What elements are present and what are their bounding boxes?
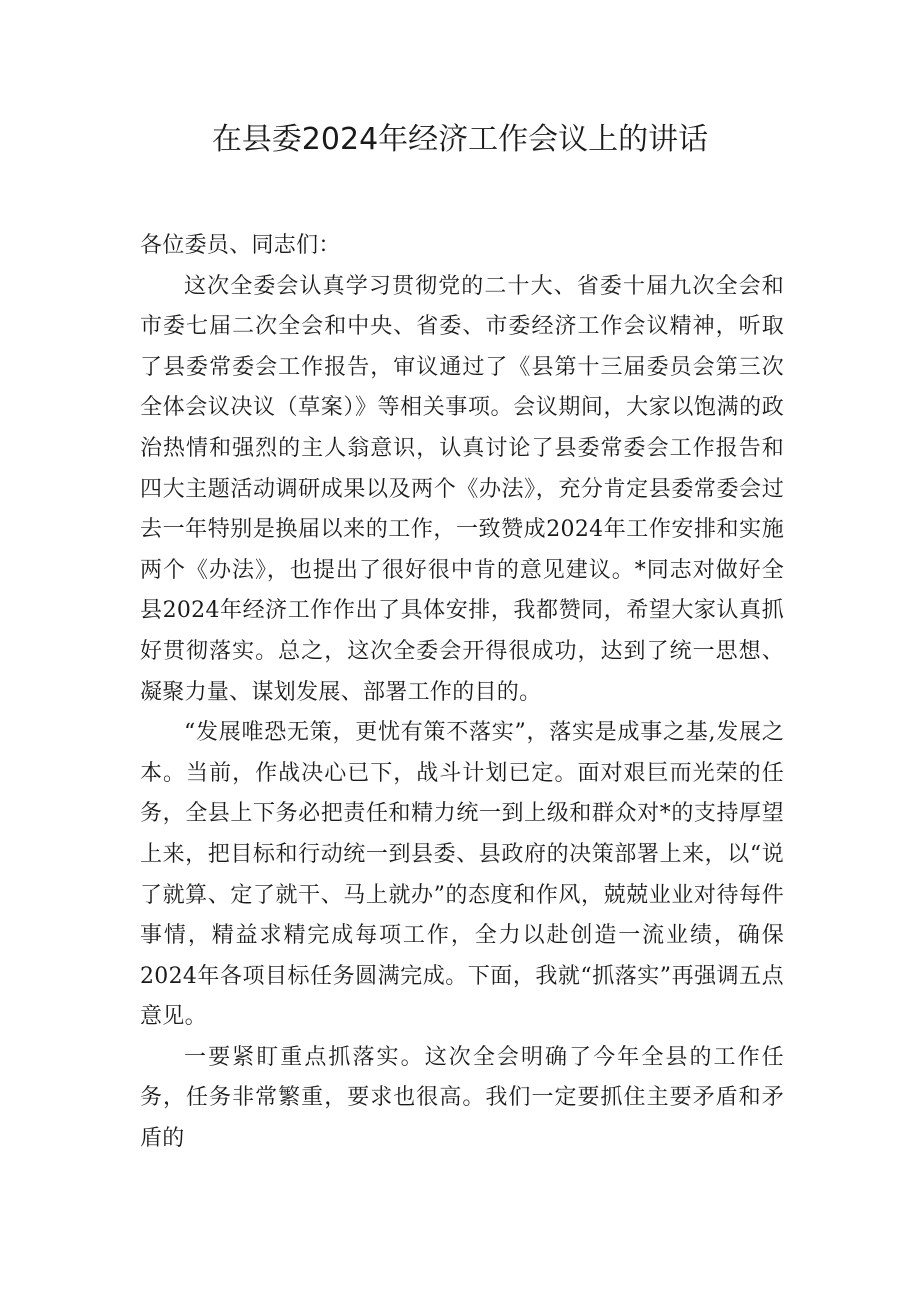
document-title: 在县委2024年经济工作会议上的讲话 <box>211 122 709 157</box>
paragraph-point-one: 一要紧盯重点抓落实。这次全会明确了今年全县的工作任务，任务非常繁重，要求也很高。我们一定要抓住主要矛盾和矛盾的 <box>140 1044 784 1152</box>
paragraph-opening: 这次全委会认真学习贯彻党的二十大、省委十届九次全会和市委七届二次全会和中央、省委、市委经济工作会议精神，听取了县委常委会工作报告，审议通过了《县第十三届委员会第三次全体会议决议（草案）》等相关事项。会议期间，大家以饱满的政治热情和强烈的主人翁意识，认真讨论了县委常委会工作报告和四大主题活动调研成果以及两个《办法》，充分肯定县委常委会过去一年特别是换届以来的工作，一致赞成2024年工作安排和实施两个《办法》，也提出了很好很中肯的意见建议。*同志对做好全县2024年经济工作作出了具体安排，我都赞同，希望大家认真抓好贯彻落实。总之，这次全委会开得很成功，达到了统一思想、凝聚力量、谋划发展、部署工作的目的。 <box>140 273 784 705</box>
paragraph-implementation: “发展唯恐无策，更忧有策不落实”，落实是成事之基,发展之本。当前，作战决心已下，战斗计划已定。面对艰巨而光荣的任务，全县上下务必把责任和精力统一到上级和群众对*的支持厚望上来，把目标和行动统一到县委、县政府的决策部署上来，以“说了就算、定了就干、马上就办”的态度和作风，兢兢业业对待每件事情，精益求精完成每项工作，全力以赴创造一流业绩，确保2024年各项目标任务圆满完成。下面，我就“抓落实”再强调五点意见。 <box>140 720 784 1030</box>
salutation: 各位委员、同志们： <box>140 233 341 258</box>
document-body <box>140 226 784 1160</box>
